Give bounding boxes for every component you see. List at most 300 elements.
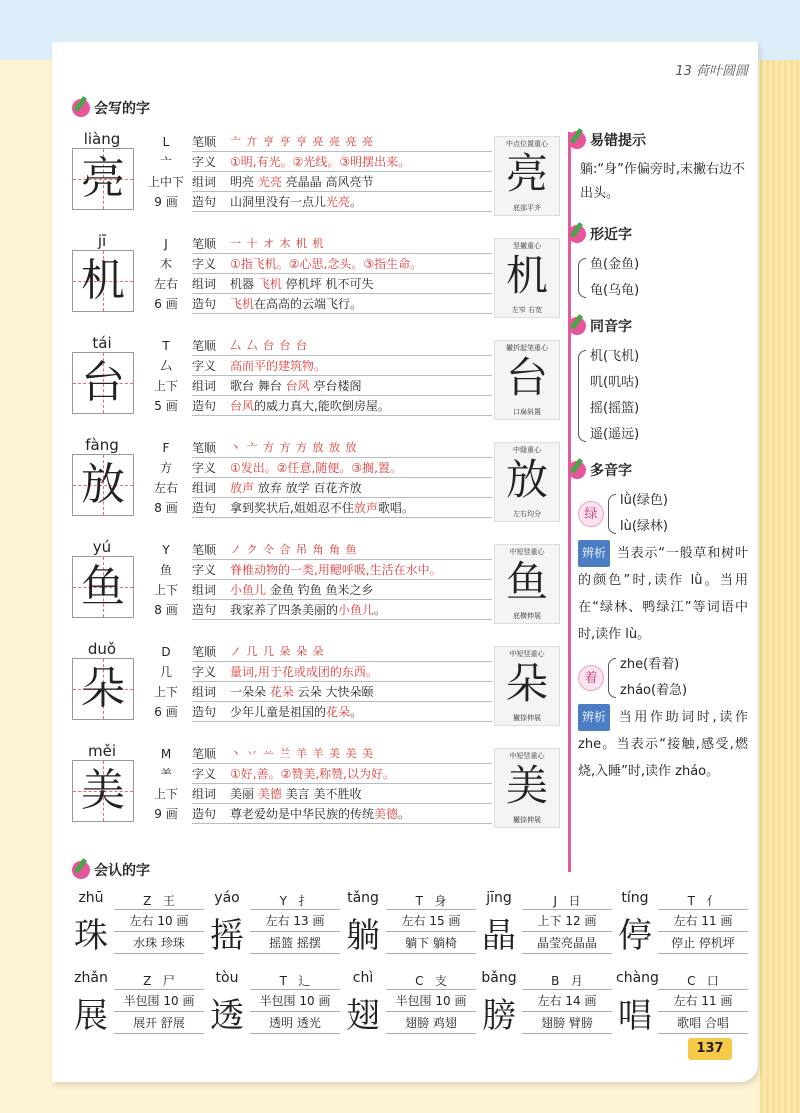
words-row (192, 172, 492, 192)
char-letter: M (160, 747, 172, 761)
highlight-word: 美德 (257, 787, 282, 801)
sentence-row (192, 192, 492, 212)
char-strokes: 14 画 (565, 994, 597, 1008)
row-label: 造句 (192, 399, 217, 413)
char-radical: 日 (568, 894, 581, 908)
meaning: ①好,善。②赞美,称赞,以为好。 (230, 767, 395, 781)
sentence: 台风的威力真大,能吹倒房屋。 (230, 399, 390, 413)
recognize-row (72, 970, 752, 1050)
stroke-order: 丶 丷 䒑 兰 羊 羊 美 美 美 (230, 747, 374, 760)
char-glyph: 唱 (618, 996, 652, 1036)
letter-radical (386, 972, 476, 990)
char-strokes: 9 画 (154, 195, 178, 209)
char-glyph: 机 (81, 255, 125, 306)
highlight-word: 花朵 (269, 685, 294, 699)
model-hint-top: 撇折起笔重心 (506, 344, 548, 352)
char-structure: 半包围 (395, 994, 432, 1008)
char-meta (140, 642, 192, 722)
highlight-word: 光亮 (257, 175, 282, 189)
char-glyph: 台 (81, 357, 125, 408)
section-recognize-title (72, 860, 150, 880)
recognize-row (72, 890, 752, 970)
char-structure: 半包围 (259, 994, 296, 1008)
analysis-text: 当用作助词时,读作 zhe。当表示“接触,感受,燃烧,入睡”时,读作 zháo。 (578, 710, 748, 779)
char-info (386, 892, 476, 954)
char-strokes: 12 画 (565, 914, 597, 928)
words: 放声 放弃 放学 百花齐放 (230, 481, 362, 495)
char-structure: 左右 (673, 914, 698, 928)
model-char: 放 (505, 455, 548, 504)
sentence: 飞机在高高的云端飞行。 (230, 297, 363, 311)
write-char-entry (62, 540, 552, 642)
sentence: 山洞里没有一点儿光亮。 (230, 195, 363, 209)
char-structure: 左右 (153, 277, 178, 291)
char-pinyin: fàng (85, 436, 119, 454)
writing-model (494, 442, 560, 522)
pencil-icon (568, 461, 586, 479)
homophone-item: 遥(遥远) (590, 427, 640, 442)
homophone-group (568, 344, 748, 448)
char-words: 躺下 躺椅 (386, 932, 476, 954)
row-label: 造句 (192, 501, 217, 515)
meaning-row (192, 764, 492, 784)
char-info (386, 972, 476, 1034)
char-structure: 上下 (153, 787, 178, 801)
char-info-rows (192, 336, 492, 416)
char-meta (140, 438, 192, 518)
row-label: 造句 (192, 603, 217, 617)
highlight-word: 台风 (230, 399, 255, 413)
meaning: 高而平的建筑物。 (230, 359, 327, 373)
char-letter: Y (279, 894, 287, 908)
char-glyph: 躺 (346, 916, 380, 956)
model-hint-bottom: 撇捺伸展 (513, 816, 541, 824)
char-structure: 左右 (153, 481, 178, 495)
structure-strokes (250, 990, 340, 1012)
meaning: ①明,有光。②光线。③明摆出来。 (230, 155, 411, 169)
error-tip-text: 躺:“身”作偏旁时,末撇右边不出头。 (580, 162, 745, 201)
letter-radical (658, 892, 748, 910)
char-pinyin: bǎng (481, 970, 517, 986)
stroke-order-row (192, 744, 492, 764)
polyphone-reading: lǜ(绿色) (620, 493, 668, 508)
char-info-rows (192, 438, 492, 518)
polyphone-reading: zhe(看着) (620, 657, 680, 672)
row-label: 造句 (192, 297, 217, 311)
writing-model (494, 646, 560, 726)
analysis-badge: 辨析 (578, 540, 610, 567)
char-info (522, 892, 612, 954)
sentence-row (192, 498, 492, 518)
stroke-order: 一 十 オ 木 机 机 (230, 237, 325, 250)
char-letter: L (162, 135, 170, 149)
letter-radical (522, 972, 612, 990)
char-radical: 口 (706, 974, 719, 988)
meaning-row (192, 662, 492, 682)
char-letter: C (415, 974, 424, 988)
structure-strokes (522, 910, 612, 932)
polyphone-reading: zháo(着急) (620, 683, 688, 698)
write-char-entry (62, 438, 552, 540)
char-words: 透明 透光 (250, 1012, 340, 1034)
char-radical: 辶 (298, 974, 311, 988)
char-pinyin: chàng (616, 970, 659, 986)
row-label: 组词 (192, 685, 217, 699)
row-label: 笔顺 (192, 339, 217, 353)
sentence-row (192, 702, 492, 722)
section-recognize-label: 会认的字 (94, 863, 150, 879)
recognize-char-entry (344, 970, 480, 1050)
char-strokes: 6 画 (154, 297, 178, 311)
char-radical: 木 (159, 257, 172, 271)
char-letter: T (687, 894, 695, 908)
structure-strokes (658, 910, 748, 932)
char-info (250, 972, 340, 1034)
char-radical: 扌 (298, 894, 311, 908)
row-label: 造句 (192, 195, 217, 209)
char-letter: B (551, 974, 560, 988)
model-hint-top: 中点位置重心 (506, 140, 548, 148)
similar-title (568, 224, 748, 244)
char-letter: Z (143, 974, 152, 988)
char-strokes: 8 画 (154, 501, 178, 515)
sentence-row (192, 294, 492, 314)
meaning-row (192, 152, 492, 172)
similar-group (568, 252, 748, 304)
writing-model (494, 340, 560, 420)
model-char: 台 (505, 353, 548, 402)
letter-radical (658, 972, 748, 990)
row-label: 字义 (192, 665, 217, 679)
char-strokes: 11 画 (701, 914, 733, 928)
recognize-char-entry (72, 970, 208, 1050)
structure-strokes (250, 910, 340, 932)
section-write-title (72, 98, 150, 118)
char-words: 摇篮 摇摆 (250, 932, 340, 954)
pencil-icon (568, 225, 586, 243)
words-row (192, 682, 492, 702)
char-info-rows (192, 744, 492, 824)
char-words: 展开 舒展 (114, 1012, 204, 1034)
row-label: 组词 (192, 379, 217, 393)
row-label: 组词 (192, 787, 217, 801)
sentence: 少年儿童是祖国的花朵。 (230, 705, 363, 719)
char-pinyin: tǎng (347, 890, 379, 906)
char-strokes: 5 画 (154, 399, 178, 413)
char-info (658, 892, 748, 954)
words: 美丽 美德 美言 美不胜收 (230, 787, 362, 801)
writing-model (494, 544, 560, 624)
row-label: 字义 (192, 563, 217, 577)
char-radical: 几 (159, 665, 172, 679)
char-radical: ⺷ (159, 767, 172, 781)
structure-strokes (658, 990, 748, 1012)
stroke-order-row (192, 132, 492, 152)
char-letter: F (162, 441, 170, 455)
words: 机器 飞机 停机坪 机不可失 (230, 277, 374, 291)
meaning-row (192, 560, 492, 580)
words: 歌台 舞台 台风 亭台楼阁 (230, 379, 362, 393)
model-hint-top: 中短竖重心 (509, 548, 545, 556)
homophone-title (568, 316, 748, 336)
stroke-order-row (192, 336, 492, 356)
char-pinyin: duǒ (87, 640, 117, 658)
row-label: 组词 (192, 481, 217, 495)
structure-strokes (114, 990, 204, 1012)
sentence-row (192, 600, 492, 620)
row-label: 组词 (192, 583, 217, 597)
char-strokes: 9 画 (154, 807, 178, 821)
char-glyph: 珠 (74, 916, 108, 956)
stroke-order: 厶 厶 台 台 台 (230, 339, 308, 352)
char-glyph: 摇 (210, 916, 244, 956)
char-structure: 左右 (129, 914, 154, 928)
char-letter: T (415, 894, 423, 908)
recognize-char-grid (72, 890, 752, 1050)
char-info-rows (192, 540, 492, 620)
row-label: 笔顺 (192, 135, 217, 149)
char-structure: 左右 (265, 914, 290, 928)
structure-strokes (386, 990, 476, 1012)
char-glyph: 停 (618, 916, 652, 956)
char-strokes: 8 画 (154, 603, 178, 617)
recognize-char-entry (344, 890, 480, 970)
char-glyph: 美 (81, 765, 125, 816)
polyphone-group-1 (568, 488, 748, 540)
char-strokes: 6 画 (154, 705, 178, 719)
char-info (250, 892, 340, 954)
char-words: 水珠 珍珠 (114, 932, 204, 954)
sentence: 拿到奖状后,姐姐忍不住放声歌唱。 (230, 501, 414, 515)
structure-strokes (386, 910, 476, 932)
char-info (114, 892, 204, 954)
char-letter: J (553, 894, 558, 908)
structure-strokes (522, 990, 612, 1012)
homophone-item: 摇(摇篮) (590, 401, 640, 416)
char-meta (140, 132, 192, 212)
meaning: ①发出。②任意,随便。③搁,置。 (230, 461, 402, 475)
analysis-badge: 辨析 (578, 704, 610, 731)
highlight-word: 小鱼儿 (338, 603, 375, 617)
char-words: 翅膀 鸡翅 (386, 1012, 476, 1034)
polyphone-label: 多音字 (590, 463, 632, 479)
letter-radical (250, 892, 340, 910)
char-grid-box (72, 250, 134, 312)
model-hint-top: 中缝重心 (513, 446, 541, 454)
char-meta (140, 234, 192, 314)
row-label: 字义 (192, 767, 217, 781)
stroke-order-row (192, 540, 492, 560)
char-letter: J (164, 237, 168, 251)
stroke-order: ノ 几 几 朵 朵 朵 (230, 645, 325, 658)
row-label: 造句 (192, 807, 217, 821)
char-info-rows (192, 132, 492, 212)
sentence: 尊老爱幼是中华民族的传统美德。 (230, 807, 411, 821)
char-strokes: 15 画 (429, 914, 461, 928)
stroke-order: 亠 亣 亨 亨 亨 亮 亮 亮 亮 (230, 135, 374, 148)
letter-radical (114, 972, 204, 990)
char-grid-box (72, 454, 134, 516)
similar-item: 龟(乌龟) (590, 283, 640, 298)
char-letter: T (162, 339, 170, 353)
char-structure: 上下 (153, 583, 178, 597)
row-label: 组词 (192, 175, 217, 189)
char-meta (140, 744, 192, 824)
char-info (522, 972, 612, 1034)
analysis-text: 当表示“一般草和树叶的颜色”时,读作 lǜ。当用在“绿林、鸭绿江”等词语中时,读作 lù。 (578, 546, 748, 642)
write-char-entry (62, 132, 552, 234)
char-glyph: 晶 (482, 916, 516, 956)
letter-radical (386, 892, 476, 910)
meaning: 量词,用于花或成团的东西。 (230, 665, 378, 679)
row-label: 字义 (192, 359, 217, 373)
char-letter: C (687, 974, 696, 988)
model-hint-bottom: 底部平齐 (513, 204, 541, 212)
recognize-char-entry (208, 970, 344, 1050)
pencil-icon (72, 99, 90, 117)
row-label: 字义 (192, 461, 217, 475)
char-glyph: 翅 (346, 996, 380, 1036)
polyphone-group-2 (568, 652, 748, 704)
char-pinyin: zhǎn (74, 970, 108, 986)
row-label: 笔顺 (192, 747, 217, 761)
row-label: 笔顺 (192, 645, 217, 659)
meaning-row (192, 458, 492, 478)
write-char-entry (62, 744, 552, 846)
meaning-row (192, 356, 492, 376)
recognize-char-entry (480, 890, 616, 970)
stroke-order-row (192, 642, 492, 662)
char-structure: 上下 (153, 379, 178, 393)
write-char-entry (62, 642, 552, 744)
pencil-icon (568, 317, 586, 335)
polyphone-title (568, 460, 748, 480)
model-hint-bottom: 口扁斜置 (513, 408, 541, 416)
polyphone-char: 着 (578, 665, 604, 691)
recognize-char-entry (72, 890, 208, 970)
char-structure: 左右 (401, 914, 426, 928)
char-radical: 支 (434, 974, 447, 988)
book-page-edges (760, 60, 800, 1113)
char-glyph: 鱼 (81, 561, 125, 612)
char-letter: Z (143, 894, 152, 908)
char-words: 歌唱 合唱 (658, 1012, 748, 1034)
char-strokes: 10 画 (299, 994, 331, 1008)
char-structure: 上下 (537, 914, 562, 928)
char-structure: 上下 (153, 685, 178, 699)
char-grid-box (72, 760, 134, 822)
row-label: 笔顺 (192, 441, 217, 455)
write-char-entry (62, 336, 552, 438)
section-write-label: 会写的字 (94, 101, 150, 117)
polyphone-char: 绿 (578, 501, 604, 527)
homophone-label: 同音字 (590, 319, 632, 335)
row-label: 组词 (192, 277, 217, 291)
model-char: 机 (505, 251, 548, 300)
char-letter: T (279, 974, 287, 988)
char-words: 翅膀 臂膀 (522, 1012, 612, 1034)
words-row (192, 376, 492, 396)
char-words: 晶莹亮晶晶 (522, 932, 612, 954)
char-grid-box (72, 556, 134, 618)
stroke-order: 丶 亠 方 方 方 放 放 放 (230, 441, 358, 454)
writing-model (494, 136, 560, 216)
char-glyph: 亮 (81, 153, 125, 204)
char-radical: 亠 (159, 155, 172, 169)
char-pinyin: liàng (83, 130, 121, 148)
char-strokes: 10 画 (435, 994, 467, 1008)
meaning: 脊椎动物的一类,用鳃呼吸,生活在水中。 (230, 563, 442, 577)
char-glyph: 放 (81, 459, 125, 510)
model-char: 鱼 (505, 557, 548, 606)
char-info-rows (192, 234, 492, 314)
char-pinyin: měi (87, 742, 116, 760)
meaning: ①指飞机。②心思,念头。③指生命。 (230, 257, 423, 271)
words-row (192, 580, 492, 600)
page-number: 137 (688, 1038, 732, 1060)
char-pinyin: jī (97, 232, 107, 250)
homophone-item: 叽(叽咕) (590, 375, 640, 390)
char-letter: Y (162, 543, 170, 557)
row-label: 笔顺 (192, 237, 217, 251)
brace (578, 258, 586, 298)
highlight-word: 台风 (285, 379, 310, 393)
model-hint-bottom: 底横伸展 (513, 612, 541, 620)
char-structure: 左右 (537, 994, 562, 1008)
brace (608, 658, 616, 698)
char-pinyin: tòu (215, 970, 239, 986)
recognize-char-entry (616, 970, 752, 1050)
letter-radical (114, 892, 204, 910)
highlight-word: 飞机 (230, 297, 255, 311)
char-radical: 厶 (159, 359, 172, 373)
char-structure: 上中下 (147, 175, 184, 189)
model-hint-bottom: 左右均分 (513, 510, 541, 518)
char-grid-box (72, 352, 134, 414)
recognize-char-entry (480, 970, 616, 1050)
char-glyph: 透 (210, 996, 244, 1036)
highlight-word: 小鱼儿 (230, 583, 267, 597)
brace (578, 350, 586, 442)
recognize-char-entry (208, 890, 344, 970)
row-label: 字义 (192, 155, 217, 169)
char-radical: 亻 (706, 894, 719, 908)
model-char: 美 (505, 761, 548, 810)
model-hint-top: 中短竖重心 (509, 650, 545, 658)
highlight-word: 花朵 (326, 705, 351, 719)
char-strokes: 13 画 (293, 914, 325, 928)
recognize-char-entry (616, 890, 752, 970)
brace (608, 494, 616, 534)
char-grid-box (72, 148, 134, 210)
char-pinyin: jīng (486, 890, 512, 906)
highlight-word: 光亮 (326, 195, 351, 209)
row-label: 造句 (192, 705, 217, 719)
side-column (568, 130, 748, 785)
char-words: 停止 停机坪 (658, 932, 748, 954)
error-tip-title (568, 130, 748, 150)
words-row (192, 274, 492, 294)
char-radical: 方 (159, 461, 172, 475)
similar-item: 鱼(金鱼) (590, 257, 640, 272)
words-row (192, 478, 492, 498)
stroke-order-row (192, 438, 492, 458)
char-radical: 尸 (162, 974, 175, 988)
letter-radical (522, 892, 612, 910)
meaning-row (192, 254, 492, 274)
model-char: 朵 (505, 659, 548, 708)
homophone-item: 机(飞机) (590, 349, 640, 364)
